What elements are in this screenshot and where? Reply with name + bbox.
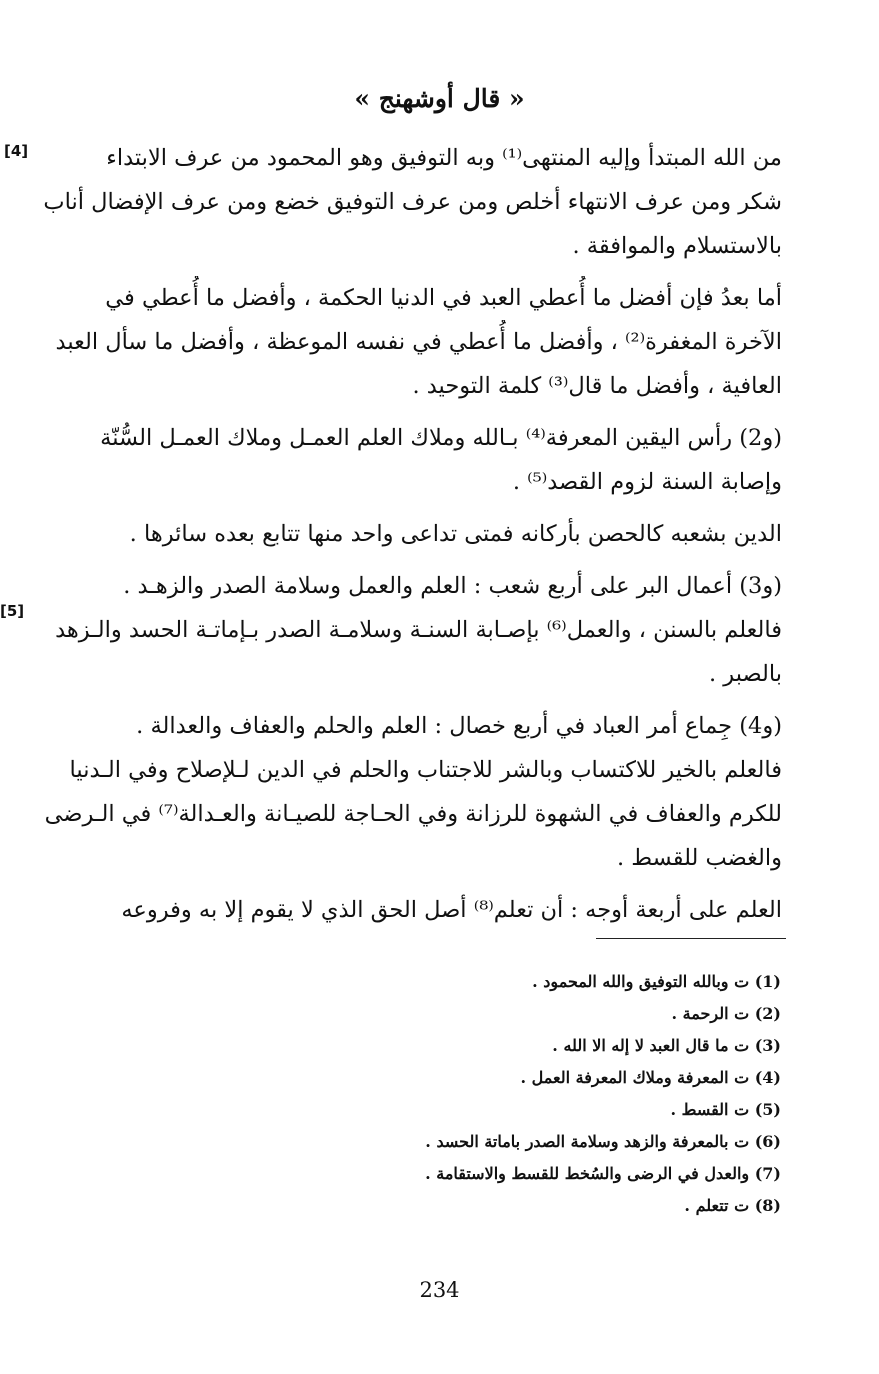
text-line: (و4) جِماع أمر العباد في أربع خصال : العلم والحلم والعفاف والعدالة . (136, 713, 782, 739)
footnote-1: (1) ت وبالله التوفيق والله المحمود . (532, 972, 781, 991)
text-line: (و3) أعمال البر على أربع شعب : العلم والعمل وسلامة الصدر والزهـد . (123, 573, 782, 599)
text-line: والغضب للقسط . (616, 845, 782, 871)
text-line: للكرم والعفاف في الشهوة للرزانة وفي الحـاجة للصيـانة والعـدالة⁽⁷⁾ في الـرضى (44, 801, 782, 827)
section-title: « قال أوشهنج » (354, 84, 525, 113)
text-line: فالعلم بالخير للاكتساب وبالشر للاجتناب والحلم في الدين لـلإصلاح وفي الـدنيا (69, 757, 782, 783)
footnote-6: (6) ت بالمعرفة والزهد وسلامة الصدر باماتة الحسد . (425, 1132, 781, 1151)
paragraph-1 (42, 136, 782, 268)
text-line: العلم على أربعة أوجه : أن تعلم⁽⁸⁾ أصل الحق الذي لا يقوم إلا به وفروعه (121, 897, 782, 923)
paragraph-6 (42, 704, 782, 880)
body-text (42, 136, 782, 940)
footnote-2: (2) ت الرحمة . (671, 1004, 781, 1023)
text-line: بالصبر . (709, 661, 782, 687)
text-line: بالاستسلام والموافقة . (572, 233, 782, 259)
footnotes (181, 966, 781, 1222)
footnote-5: (5) ت القسط . (670, 1100, 781, 1119)
text-line: شكر ومن عرف الانتهاء أخلص ومن عرف التوفيق خضع ومن عرف الإفضال أناب (43, 189, 782, 215)
text-line: الدين بشعبه كالحصن بأركانه فمتى تداعى واحد منها تتابع بعده سائرها . (129, 521, 782, 547)
paragraph-4 (42, 512, 782, 556)
text-line: الآخرة المغفرة⁽²⁾ ، وأفضل ما أُعطي في نفسه الموعظة ، وأفضل ما سأل العبد (55, 329, 782, 355)
paragraph-2 (42, 276, 782, 408)
footnote-divider (596, 938, 786, 939)
margin-marker-4: [4] (4, 142, 29, 160)
footnote-4: (4) ت المعرفة وملاك المعرفة العمل . (520, 1068, 781, 1087)
text-line: أما بعدُ فإن أفضل ما أُعطي العبد في الدنيا الحكمة ، وأفضل ما أُعطي في (105, 285, 782, 311)
paragraph-5 (42, 564, 782, 696)
footnote-8: (8) ت تتعلم . (684, 1196, 781, 1215)
footnote-3: (3) ت ما قال العبد لا إله الا الله . (552, 1036, 781, 1055)
text-line: فالعلم بالسنن ، والعمل⁽⁶⁾ بإصـابة السنـة وسلامـة الصدر بـإماتـة الحسد والـزهد (55, 617, 782, 643)
paragraph-7 (42, 888, 782, 932)
text-line: العافية ، وأفضل ما قال⁽³⁾ كلمة التوحيد . (412, 373, 782, 399)
page-number: 234 (419, 1278, 460, 1302)
text-line: من الله المبتدأ وإليه المنتهى⁽¹⁾ وبه التوفيق وهو المحمود من عرف الابتداء (106, 145, 782, 171)
paragraph-3 (42, 416, 782, 504)
text-line: (و2) رأس اليقين المعرفة⁽⁴⁾ بـالله وملاك العلم العمـل وملاك العمـل السُّنّة (100, 425, 782, 451)
text-line: وإصابة السنة لزوم القصد⁽⁵⁾ . (512, 469, 782, 495)
margin-marker-5: [5] (0, 602, 25, 620)
footnote-7: (7) والعدل في الرضى والسُخط للقسط والاستقامة . (425, 1164, 781, 1183)
